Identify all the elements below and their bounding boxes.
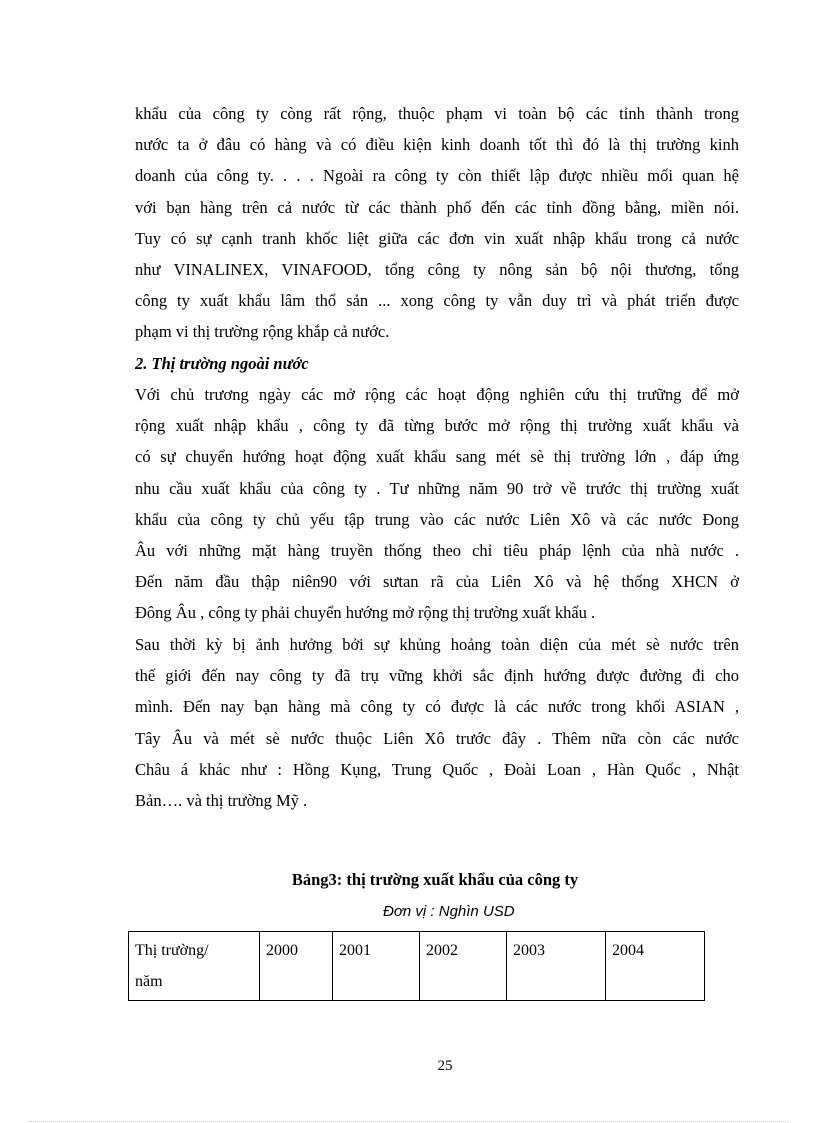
text-line: Tuy có sự cạnh tranh khốc liệt giữa các đơn vin xuất nhập khẩu trong cả nước — [135, 228, 739, 248]
text-line: Đông Âu , công ty phải chuyển hướng mở rộng thị trường xuất khẩu . — [135, 603, 596, 623]
text-line: Sau thời kỳ bị ảnh hưởng bởi sự khủng hoảng toàn diện của mét sè nước trên — [135, 635, 739, 654]
header-label-line: năm — [135, 973, 163, 990]
page-bottom-divider — [28, 1121, 788, 1122]
text-line: phạm vi thị trường rộng khắp cả nước. — [135, 322, 390, 342]
text-line: Âu với những mặt hàng truyền thống theo chỉ tiêu pháp lệnh của nhà nước . — [135, 540, 739, 560]
text-line: Châu á khác như : Hồng Kụng, Trung Quốc , Đoài Loan , Hàn Quốc , Nhật — [135, 759, 739, 779]
header-cell-year: 2003 — [507, 932, 606, 1001]
text-line: doanh của công ty. . . . Ngoài ra công ty còn thiết lập được nhiều mối quan hệ — [135, 166, 739, 186]
paragraph-domestic-market — [135, 98, 739, 379]
table-caption: Bảng3: thị trường xuất khẩu của công ty — [291, 870, 579, 889]
text-line: khẩu của công ty còng rất rộng, thuộc phạm vi toàn bộ các tỉnh thành trong — [135, 104, 739, 123]
text-line: Với chủ trương ngày các mở rộng các hoạt động nghiên cứu thị trưững để mở — [135, 385, 739, 404]
text-line: có sự chuyển hướng hoạt động xuất khẩu sang mét sè thị trường lớn , đáp ứng — [135, 447, 739, 467]
page-number: 25 — [437, 1058, 453, 1074]
text-line: với bạn hàng trên cả nước từ các thành phố đến các tỉnh đồng bằng, miền nói. — [135, 197, 739, 217]
text-line: Tây Âu và mét sè nước thuộc Liên Xô trước đây . Thêm nữa còn các nước — [135, 728, 739, 748]
text-line: Đến năm đầu thập niên90 với sưtan rã của Liên Xô và hệ thống XHCN ở — [135, 572, 739, 592]
section-heading: 2. Thị trường ngoài nước — [135, 353, 309, 373]
export-market-table — [128, 931, 705, 1001]
text-line: nước ta ở đâu có hàng và có điều kiện kinh doanh tốt thì đó là thị trường kinh — [135, 135, 739, 155]
header-cell-year: 2000 — [260, 932, 333, 1001]
text-line: rộng xuất nhập khẩu , công ty đã từng bước mở rộng thị trường xuất khẩu và — [135, 416, 739, 436]
text-line: Bản…. và thị trường Mỹ . — [135, 790, 308, 810]
paragraph-partners — [135, 629, 739, 816]
text-line: nhu cầu xuất khẩu của công ty . Tư những năm 90 trở về trước thị trường xuất — [135, 478, 739, 498]
text-line: khẩu của công ty chủ yếu tập trung vào các nước Liên Xô và các nước Đong — [135, 509, 739, 529]
text-line: công ty xuất khẩu lâm thổ sản ... xong công ty vẫn duy trì và phát triển được — [135, 291, 739, 311]
table-header-row — [129, 932, 705, 1001]
header-label-line: Thị trường/ — [135, 942, 209, 959]
text-line: mình. Đến nay bạn hàng mà công ty có được là các nước trong khối ASIAN , — [135, 697, 739, 717]
header-cell-year: 2004 — [606, 932, 705, 1001]
table-unit-note: Đơn vị : Nghìn USD — [383, 903, 515, 920]
paragraph-foreign-market — [135, 379, 739, 629]
header-cell-year: 2002 — [420, 932, 507, 1001]
header-cell-market — [129, 932, 260, 1001]
text-line: như VINALINEX, VINAFOOD, tổng công ty nông sản bộ nội thương, tổng — [135, 259, 739, 279]
text-line: thế giới đến nay công ty đã trụ vững khởi sắc định hướng được đường đi cho — [135, 666, 739, 686]
header-cell-year: 2001 — [333, 932, 420, 1001]
